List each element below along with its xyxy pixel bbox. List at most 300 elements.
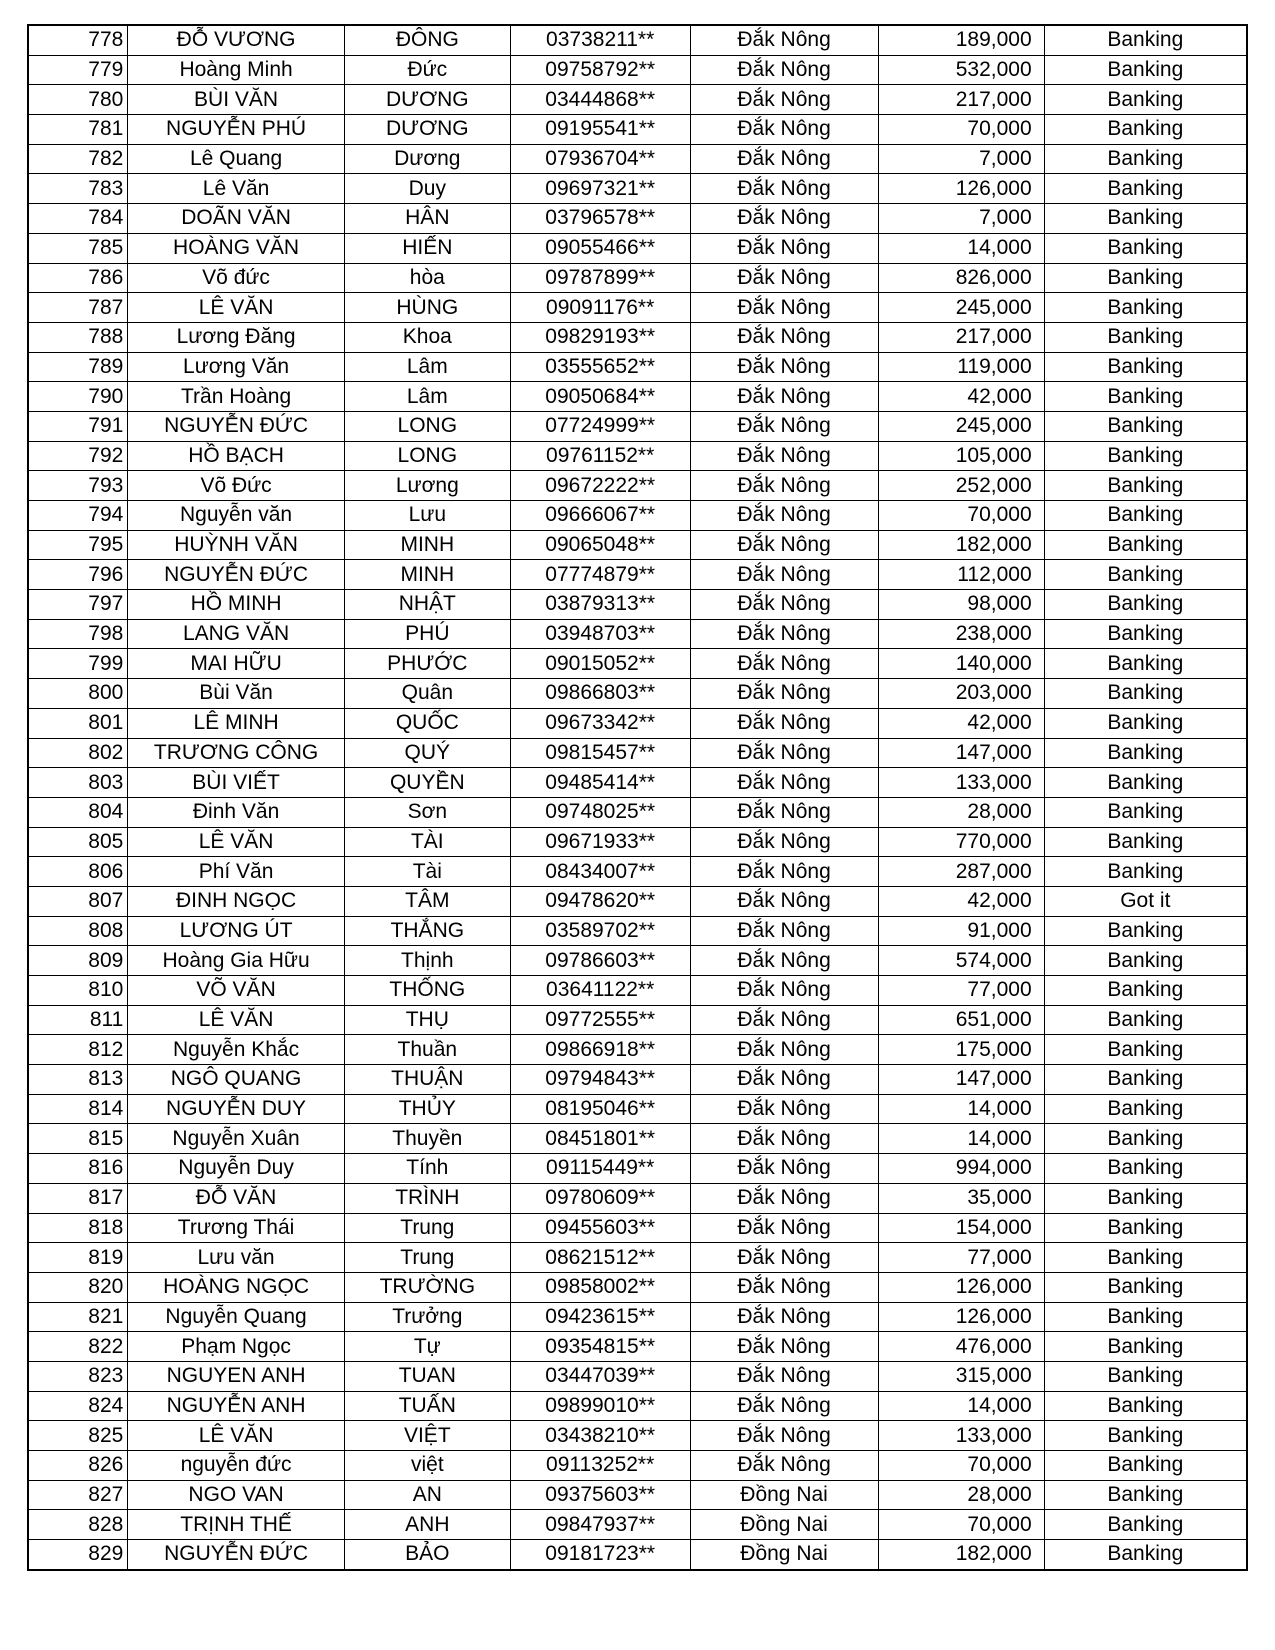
table-row [28,1094,1247,1124]
cell-province: Đắk Nông [690,1154,878,1184]
cell-payment-method: Banking [1044,322,1247,352]
cell-payment-method: Banking [1044,1005,1247,1035]
cell-province: Đắk Nông [690,1421,878,1451]
cell-row-number: 795 [28,530,128,560]
cell-family-name: BÙI VIẾT [128,768,344,798]
cell-family-name: Lưu văn [128,1243,344,1273]
cell-row-number: 779 [28,55,128,85]
table-row [28,649,1247,679]
cell-family-name: Võ Đức [128,471,344,501]
cell-given-name: ANH [344,1510,510,1540]
cell-phone-number: 03444868** [510,85,690,115]
winners-table [27,24,1248,1571]
cell-family-name: NGUYỄN DUY [128,1094,344,1124]
cell-province: Đắk Nông [690,619,878,649]
cell-family-name: ĐINH NGỌC [128,886,344,916]
cell-family-name: HUỲNH VĂN [128,530,344,560]
cell-given-name: Tính [344,1154,510,1184]
cell-province: Đắk Nông [690,1035,878,1065]
cell-given-name: Sơn [344,797,510,827]
cell-amount: 994,000 [878,1154,1044,1184]
cell-row-number: 798 [28,619,128,649]
cell-given-name: Trung [344,1243,510,1273]
cell-province: Đắk Nông [690,144,878,174]
cell-given-name: TUAN [344,1361,510,1391]
cell-payment-method: Banking [1044,115,1247,145]
cell-payment-method: Banking [1044,55,1247,85]
cell-phone-number: 09866803** [510,679,690,709]
table-row [28,560,1247,590]
table-row [28,1361,1247,1391]
table-row [28,619,1247,649]
cell-payment-method: Banking [1044,1540,1247,1570]
cell-payment-method: Banking [1044,411,1247,441]
cell-province: Đắk Nông [690,1332,878,1362]
cell-row-number: 804 [28,797,128,827]
cell-amount: 140,000 [878,649,1044,679]
cell-payment-method: Got it [1044,886,1247,916]
cell-amount: 98,000 [878,590,1044,620]
cell-amount: 91,000 [878,916,1044,946]
cell-amount: 126,000 [878,174,1044,204]
cell-row-number: 787 [28,293,128,323]
cell-province: Đồng Nai [690,1510,878,1540]
cell-payment-method: Banking [1044,1421,1247,1451]
cell-payment-method: Banking [1044,144,1247,174]
cell-payment-method: Banking [1044,174,1247,204]
cell-province: Đắk Nông [690,441,878,471]
cell-given-name: HÂN [344,204,510,234]
cell-province: Đắk Nông [690,25,878,55]
cell-row-number: 817 [28,1183,128,1213]
cell-province: Đắk Nông [690,560,878,590]
cell-family-name: Lê Quang [128,144,344,174]
cell-family-name: HOÀNG VĂN [128,233,344,263]
cell-family-name: LÊ VĂN [128,1005,344,1035]
cell-amount: 133,000 [878,768,1044,798]
table-row [28,441,1247,471]
cell-family-name: Nguyễn Xuân [128,1124,344,1154]
table-row [28,1005,1247,1035]
cell-given-name: THẮNG [344,916,510,946]
cell-province: Đắk Nông [690,590,878,620]
cell-payment-method: Banking [1044,857,1247,887]
cell-family-name: NGUYEN ANH [128,1361,344,1391]
cell-given-name: VIỆT [344,1421,510,1451]
cell-given-name: Dương [344,144,510,174]
cell-amount: 826,000 [878,263,1044,293]
cell-province: Đắk Nông [690,827,878,857]
cell-phone-number: 09815457** [510,738,690,768]
cell-family-name: Lê Văn [128,174,344,204]
cell-province: Đắk Nông [690,115,878,145]
cell-given-name: QUỐC [344,708,510,738]
table-row [28,530,1247,560]
cell-phone-number: 09858002** [510,1272,690,1302]
cell-given-name: Thuần [344,1035,510,1065]
cell-amount: 133,000 [878,1421,1044,1451]
cell-family-name: NGUYỄN ĐỨC [128,560,344,590]
cell-phone-number: 03447039** [510,1361,690,1391]
cell-amount: 42,000 [878,886,1044,916]
cell-family-name: ĐỖ VĂN [128,1183,344,1213]
cell-amount: 14,000 [878,233,1044,263]
cell-province: Đắk Nông [690,1213,878,1243]
cell-payment-method: Banking [1044,1243,1247,1273]
cell-family-name: HOÀNG NGỌC [128,1272,344,1302]
cell-given-name: LONG [344,411,510,441]
cell-amount: 14,000 [878,1391,1044,1421]
cell-row-number: 782 [28,144,128,174]
cell-province: Đắk Nông [690,946,878,976]
cell-province: Đắk Nông [690,857,878,887]
cell-phone-number: 09761152** [510,441,690,471]
cell-province: Đắk Nông [690,352,878,382]
cell-province: Đắk Nông [690,55,878,85]
cell-given-name: Lương [344,471,510,501]
cell-phone-number: 03879313** [510,590,690,620]
table-row [28,708,1247,738]
table-row [28,25,1247,55]
cell-payment-method: Banking [1044,1124,1247,1154]
cell-given-name: TRƯỜNG [344,1272,510,1302]
cell-payment-method: Banking [1044,1094,1247,1124]
cell-phone-number: 09780609** [510,1183,690,1213]
cell-province: Đắk Nông [690,649,878,679]
cell-payment-method: Banking [1044,471,1247,501]
cell-amount: 42,000 [878,382,1044,412]
cell-payment-method: Banking [1044,204,1247,234]
cell-row-number: 783 [28,174,128,204]
cell-family-name: NGUYỄN PHÚ [128,115,344,145]
cell-given-name: TÂM [344,886,510,916]
cell-row-number: 791 [28,411,128,441]
cell-family-name: Trương Thái [128,1213,344,1243]
cell-phone-number: 07724999** [510,411,690,441]
cell-phone-number: 09748025** [510,797,690,827]
cell-given-name: QUÝ [344,738,510,768]
cell-row-number: 796 [28,560,128,590]
cell-given-name: TUẤN [344,1391,510,1421]
table-row [28,679,1247,709]
table-row [28,1480,1247,1510]
cell-province: Đắk Nông [690,1391,878,1421]
cell-amount: 574,000 [878,946,1044,976]
cell-payment-method: Banking [1044,560,1247,590]
cell-given-name: THỤ [344,1005,510,1035]
cell-payment-method: Banking [1044,441,1247,471]
table-body [28,25,1247,1570]
cell-given-name: BẢO [344,1540,510,1570]
cell-amount: 315,000 [878,1361,1044,1391]
cell-phone-number: 09772555** [510,1005,690,1035]
table-row [28,471,1247,501]
table-row [28,976,1247,1006]
cell-amount: 70,000 [878,1451,1044,1481]
cell-phone-number: 09354815** [510,1332,690,1362]
cell-province: Đồng Nai [690,1540,878,1570]
cell-family-name: LƯƠNG ÚT [128,916,344,946]
cell-phone-number: 08434007** [510,857,690,887]
cell-phone-number: 03555652** [510,352,690,382]
table-row [28,1421,1247,1451]
cell-province: Đắk Nông [690,679,878,709]
cell-given-name: Trưởng [344,1302,510,1332]
cell-given-name: THUẬN [344,1065,510,1095]
cell-phone-number: 08451801** [510,1124,690,1154]
cell-payment-method: Banking [1044,85,1247,115]
cell-row-number: 824 [28,1391,128,1421]
cell-row-number: 821 [28,1302,128,1332]
table-row [28,1213,1247,1243]
cell-province: Đắk Nông [690,708,878,738]
cell-amount: 217,000 [878,85,1044,115]
cell-row-number: 827 [28,1480,128,1510]
cell-payment-method: Banking [1044,1183,1247,1213]
cell-amount: 189,000 [878,25,1044,55]
cell-province: Đắk Nông [690,1183,878,1213]
cell-amount: 154,000 [878,1213,1044,1243]
cell-province: Đắk Nông [690,530,878,560]
cell-payment-method: Banking [1044,797,1247,827]
table-row [28,55,1247,85]
cell-family-name: LÊ MINH [128,708,344,738]
cell-amount: 70,000 [878,501,1044,531]
cell-row-number: 792 [28,441,128,471]
cell-family-name: Võ đức [128,263,344,293]
cell-payment-method: Banking [1044,738,1247,768]
table-row [28,1302,1247,1332]
cell-family-name: Nguyễn Quang [128,1302,344,1332]
table-row [28,382,1247,412]
cell-family-name: NGÔ QUANG [128,1065,344,1095]
cell-given-name: DƯƠNG [344,85,510,115]
cell-family-name: BÙI VĂN [128,85,344,115]
cell-province: Đắk Nông [690,85,878,115]
cell-row-number: 803 [28,768,128,798]
cell-row-number: 802 [28,738,128,768]
cell-payment-method: Banking [1044,1035,1247,1065]
cell-province: Đắk Nông [690,1361,878,1391]
cell-phone-number: 08195046** [510,1094,690,1124]
cell-family-name: Phạm Ngọc [128,1332,344,1362]
cell-row-number: 785 [28,233,128,263]
table-row [28,1332,1247,1362]
table-row [28,1243,1247,1273]
cell-row-number: 808 [28,916,128,946]
cell-given-name: Tài [344,857,510,887]
cell-payment-method: Banking [1044,916,1247,946]
cell-row-number: 807 [28,886,128,916]
table-row [28,411,1247,441]
cell-family-name: ĐỖ VƯƠNG [128,25,344,55]
cell-province: Đắk Nông [690,174,878,204]
cell-amount: 238,000 [878,619,1044,649]
cell-amount: 217,000 [878,322,1044,352]
table-row [28,946,1247,976]
cell-province: Đồng Nai [690,1480,878,1510]
cell-phone-number: 09794843** [510,1065,690,1095]
cell-family-name: Bùi Văn [128,679,344,709]
table-row [28,204,1247,234]
cell-payment-method: Banking [1044,293,1247,323]
cell-amount: 203,000 [878,679,1044,709]
cell-family-name: Đinh Văn [128,797,344,827]
cell-row-number: 826 [28,1451,128,1481]
cell-given-name: DƯƠNG [344,115,510,145]
table-row [28,263,1247,293]
cell-row-number: 786 [28,263,128,293]
cell-given-name: HIẾN [344,233,510,263]
cell-phone-number: 09478620** [510,886,690,916]
cell-given-name: Tự [344,1332,510,1362]
table-row [28,768,1247,798]
cell-payment-method: Banking [1044,1213,1247,1243]
cell-phone-number: 09866918** [510,1035,690,1065]
cell-family-name: Nguyễn văn [128,501,344,531]
cell-amount: 252,000 [878,471,1044,501]
cell-given-name: Trung [344,1213,510,1243]
cell-row-number: 812 [28,1035,128,1065]
cell-family-name: NGUYỄN ANH [128,1391,344,1421]
cell-payment-method: Banking [1044,827,1247,857]
cell-family-name: HỒ BẠCH [128,441,344,471]
cell-phone-number: 07936704** [510,144,690,174]
cell-family-name: Phí Văn [128,857,344,887]
cell-amount: 77,000 [878,1243,1044,1273]
cell-province: Đắk Nông [690,204,878,234]
cell-row-number: 789 [28,352,128,382]
cell-phone-number: 09758792** [510,55,690,85]
table-row [28,1124,1247,1154]
cell-payment-method: Banking [1044,263,1247,293]
cell-payment-method: Banking [1044,530,1247,560]
cell-payment-method: Banking [1044,708,1247,738]
cell-payment-method: Banking [1044,1302,1247,1332]
cell-phone-number: 09065048** [510,530,690,560]
cell-given-name: TRÌNH [344,1183,510,1213]
cell-given-name: LONG [344,441,510,471]
cell-given-name: ĐÔNG [344,25,510,55]
cell-row-number: 797 [28,590,128,620]
cell-amount: 651,000 [878,1005,1044,1035]
cell-row-number: 781 [28,115,128,145]
cell-province: Đắk Nông [690,1094,878,1124]
cell-given-name: Đức [344,55,510,85]
table-row [28,1154,1247,1184]
cell-row-number: 822 [28,1332,128,1362]
cell-province: Đắk Nông [690,1451,878,1481]
table-row [28,738,1247,768]
cell-amount: 70,000 [878,115,1044,145]
cell-amount: 35,000 [878,1183,1044,1213]
cell-phone-number: 07774879** [510,560,690,590]
cell-family-name: LÊ VĂN [128,293,344,323]
cell-given-name: Khoa [344,322,510,352]
table-row [28,857,1247,887]
cell-phone-number: 03641122** [510,976,690,1006]
table-row [28,1065,1247,1095]
cell-phone-number: 09015052** [510,649,690,679]
cell-row-number: 794 [28,501,128,531]
cell-province: Đắk Nông [690,382,878,412]
cell-row-number: 793 [28,471,128,501]
cell-given-name: Quân [344,679,510,709]
cell-amount: 147,000 [878,1065,1044,1095]
cell-family-name: NGO VAN [128,1480,344,1510]
cell-phone-number: 03948703** [510,619,690,649]
cell-given-name: việt [344,1451,510,1481]
cell-family-name: Trần Hoàng [128,382,344,412]
table-row [28,501,1247,531]
cell-given-name: AN [344,1480,510,1510]
cell-payment-method: Banking [1044,1361,1247,1391]
cell-given-name: TÀI [344,827,510,857]
cell-phone-number: 03589702** [510,916,690,946]
cell-family-name: nguyễn đức [128,1451,344,1481]
cell-row-number: 825 [28,1421,128,1451]
cell-phone-number: 09455603** [510,1213,690,1243]
cell-province: Đắk Nông [690,1065,878,1095]
cell-row-number: 810 [28,976,128,1006]
cell-given-name: PHÚ [344,619,510,649]
cell-given-name: Lưu [344,501,510,531]
cell-payment-method: Banking [1044,976,1247,1006]
cell-amount: 28,000 [878,797,1044,827]
cell-phone-number: 09050684** [510,382,690,412]
table-row [28,174,1247,204]
cell-amount: 14,000 [878,1094,1044,1124]
cell-given-name: THỦY [344,1094,510,1124]
cell-payment-method: Banking [1044,1510,1247,1540]
cell-given-name: THỐNG [344,976,510,1006]
cell-family-name: DOÃN VĂN [128,204,344,234]
cell-phone-number: 09787899** [510,263,690,293]
table-row [28,115,1247,145]
table-row [28,1540,1247,1570]
cell-row-number: 816 [28,1154,128,1184]
cell-given-name: Lâm [344,382,510,412]
cell-payment-method: Banking [1044,768,1247,798]
cell-phone-number: 09485414** [510,768,690,798]
cell-row-number: 818 [28,1213,128,1243]
cell-phone-number: 09671933** [510,827,690,857]
table-row [28,1510,1247,1540]
cell-province: Đắk Nông [690,916,878,946]
cell-row-number: 823 [28,1361,128,1391]
cell-row-number: 815 [28,1124,128,1154]
cell-payment-method: Banking [1044,1272,1247,1302]
cell-province: Đắk Nông [690,263,878,293]
cell-family-name: Nguyễn Khắc [128,1035,344,1065]
cell-given-name: Lâm [344,352,510,382]
cell-row-number: 819 [28,1243,128,1273]
table-row [28,352,1247,382]
table-row [28,293,1247,323]
cell-phone-number: 09673342** [510,708,690,738]
cell-phone-number: 09195541** [510,115,690,145]
cell-phone-number: 09113252** [510,1451,690,1481]
cell-payment-method: Banking [1044,619,1247,649]
cell-payment-method: Banking [1044,1451,1247,1481]
cell-amount: 77,000 [878,976,1044,1006]
cell-amount: 287,000 [878,857,1044,887]
table-row [28,886,1247,916]
cell-row-number: 778 [28,25,128,55]
cell-province: Đắk Nông [690,471,878,501]
cell-phone-number: 09055466** [510,233,690,263]
cell-row-number: 800 [28,679,128,709]
